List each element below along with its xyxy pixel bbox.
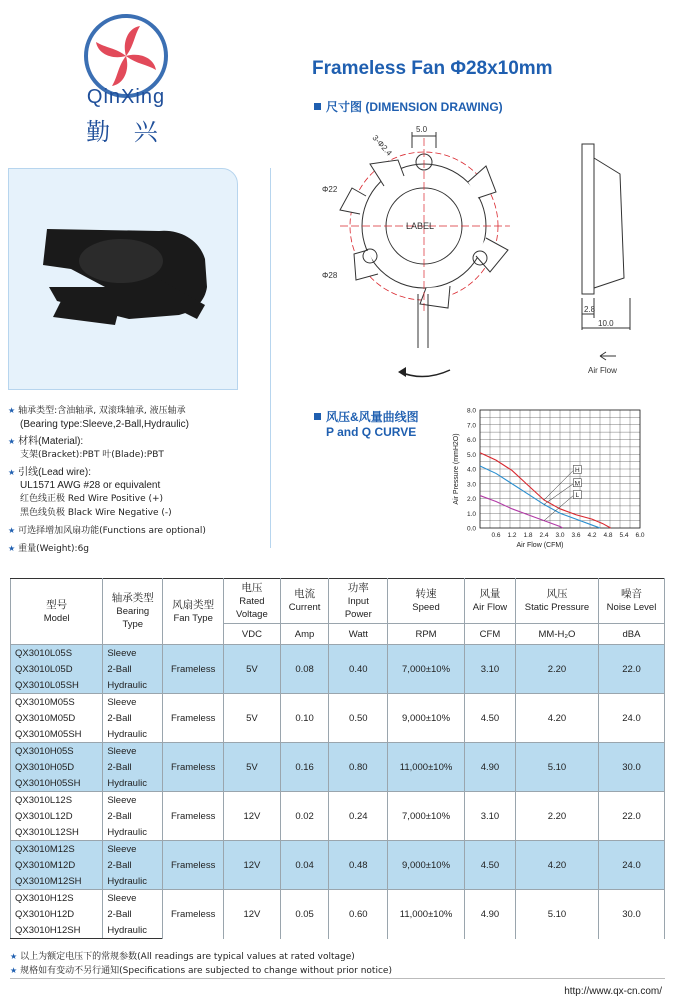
header-cn: 电压 xyxy=(241,581,263,594)
y-tick-label: 0.0 xyxy=(466,525,476,533)
y-tick-label: 5.0 xyxy=(466,451,476,459)
curve-heading-en: P and Q CURVE xyxy=(326,425,417,439)
model-cell: QX3010M12D xyxy=(11,857,103,873)
bearing-cell: Hydraulic xyxy=(103,824,163,841)
footnote-1: ★ 以上为额定电压下的常规参数(All readings are typical values at rated voltage) xyxy=(10,952,355,962)
power-cell: 0.50 xyxy=(329,694,388,743)
table-header-cell xyxy=(515,579,598,624)
star-bullet-icon: ★ xyxy=(10,952,18,961)
table-header-cell xyxy=(329,579,388,624)
airflow-cell: 4.90 xyxy=(464,890,515,939)
bearing-cell: Hydraulic xyxy=(103,922,163,939)
spec-material: ★ 材料(Material): 支架(Bracket):PBT 叶(Blade):PBT xyxy=(8,436,164,460)
header-en: Fan Type xyxy=(173,612,213,624)
dim-label-text: LABEL xyxy=(406,221,435,231)
x-tick-label: 4.2 xyxy=(587,532,597,539)
power-cell: 0.24 xyxy=(329,792,388,841)
noise-cell: 22.0 xyxy=(598,792,664,841)
noise-cell: 22.0 xyxy=(598,645,664,694)
spec-table xyxy=(10,578,665,939)
y-tick-label: 2.0 xyxy=(466,496,476,503)
series-line-h xyxy=(480,453,611,528)
curve-heading-cn: 风压&风量曲线图 xyxy=(326,410,419,424)
unit-cell: CFM xyxy=(464,624,515,645)
header-en: Speed xyxy=(412,602,440,613)
header-cn: 风量 xyxy=(479,588,501,600)
noise-cell: 30.0 xyxy=(598,890,664,939)
current-cell: 0.08 xyxy=(280,645,329,694)
model-cell: QX3010L12S xyxy=(11,792,103,809)
model-cell: QX3010M05S xyxy=(11,694,103,711)
pressure-cell: 4.20 xyxy=(515,694,598,743)
header-en: Static Pressure xyxy=(524,602,590,613)
model-cell: QX3010M12SH xyxy=(11,873,103,890)
footnotes xyxy=(10,950,392,978)
series-label: L xyxy=(575,492,580,500)
x-tick-label: 0.6 xyxy=(491,532,501,539)
bearing-cell: Sleeve xyxy=(103,743,163,760)
table-header-cell xyxy=(163,579,224,645)
dim-width-10: 10.0 xyxy=(598,319,614,328)
noise-cell: 24.0 xyxy=(598,694,664,743)
unit-cell: VDC xyxy=(224,624,281,645)
bearing-cell: Hydraulic xyxy=(103,775,163,792)
series-line-l xyxy=(480,496,563,528)
airflow-cell: 4.90 xyxy=(464,743,515,792)
unit-cell: MM-H₂O xyxy=(515,624,598,645)
fan-type-cell: Frameless xyxy=(163,890,224,939)
power-cell: 0.80 xyxy=(329,743,388,792)
bearing-cell: 2-Ball xyxy=(103,808,163,824)
bearing-cell: 2-Ball xyxy=(103,857,163,873)
bottom-divider xyxy=(10,978,665,979)
bearing-cell: Sleeve xyxy=(103,792,163,809)
x-tick-label: 1.2 xyxy=(507,532,517,539)
airflow-cell: 4.50 xyxy=(464,841,515,890)
model-cell: QX3010H05SH xyxy=(11,775,103,792)
dim-dia22-label: Φ22 xyxy=(322,185,338,194)
spec-lead-wire: ★ 引线(Lead wire): UL1571 AWG #28 or equivalent 红色线正极 Red Wire Positive (+) 黑色线负极 Black Wire Negative (-) xyxy=(8,467,172,518)
bearing-cell: Sleeve xyxy=(103,645,163,662)
dim-width-2-8: 2.8 xyxy=(584,305,596,314)
speed-cell: 9,000±10% xyxy=(388,841,465,890)
airflow-label: Air Flow xyxy=(588,366,617,375)
table-row xyxy=(11,694,665,711)
fan-type-cell: Frameless xyxy=(163,743,224,792)
bearing-cell: Sleeve xyxy=(103,890,163,907)
pressure-cell: 5.10 xyxy=(515,743,598,792)
power-cell: 0.40 xyxy=(329,645,388,694)
current-cell: 0.10 xyxy=(280,694,329,743)
table-row xyxy=(11,890,665,907)
series-leader-line xyxy=(544,484,573,505)
y-tick-label: 8.0 xyxy=(466,407,476,415)
table-row xyxy=(11,792,665,809)
curve-heading xyxy=(314,410,419,440)
spec-bearing: ★ 轴承类型:含油轴承, 双滚珠轴承, 液压轴承 (Bearing type:Sleeve,2-Ball,Hydraulic) xyxy=(8,406,189,430)
table-header-cell xyxy=(280,579,329,624)
x-tick-label: 5.4 xyxy=(619,532,629,539)
table-header-cell xyxy=(598,579,664,624)
dim-holes-label: 3-Φ2.4 xyxy=(370,133,394,158)
table-row xyxy=(11,743,665,760)
header-cn: 噪音 xyxy=(620,588,642,600)
bearing-cell: 2-Ball xyxy=(103,710,163,726)
model-cell: QX3010L05D xyxy=(11,661,103,677)
product-photo-panel xyxy=(8,168,238,390)
y-tick-label: 7.0 xyxy=(466,422,476,430)
model-cell: QX3010M12S xyxy=(11,841,103,858)
fan-type-cell: Frameless xyxy=(163,841,224,890)
table-header-row xyxy=(11,579,665,624)
dimension-heading-text: 尺寸图 (DIMENSION DRAWING) xyxy=(326,100,503,114)
footnote-2: ★ 规格如有变动不另行通知(Specifications are subjected to change without prior notice) xyxy=(10,966,392,976)
rotation-arrow-icon xyxy=(398,367,406,377)
header-cn: 风压 xyxy=(546,588,568,600)
header-cn: 功率 xyxy=(347,581,369,594)
x-tick-label: 6.0 xyxy=(635,532,645,539)
model-cell: QX3010H12S xyxy=(11,890,103,907)
star-bullet-icon: ★ xyxy=(8,544,16,553)
header-cn: 风扇类型 xyxy=(172,598,215,611)
pressure-cell: 5.10 xyxy=(515,890,598,939)
x-tick-label: 4.8 xyxy=(603,532,613,539)
noise-cell: 30.0 xyxy=(598,743,664,792)
speed-cell: 7,000±10% xyxy=(388,645,465,694)
dim-dia28-label: Φ28 xyxy=(322,271,338,280)
header-en: Noise Level xyxy=(606,602,657,613)
x-tick-label: 2.4 xyxy=(539,532,549,539)
bearing-cell: Sleeve xyxy=(103,694,163,711)
header-cn: 电流 xyxy=(294,588,316,600)
fan-type-cell: Frameless xyxy=(163,645,224,694)
model-cell: QX3010H12D xyxy=(11,906,103,922)
unit-cell: dBA xyxy=(598,624,664,645)
power-cell: 0.60 xyxy=(329,890,388,939)
speed-cell: 9,000±10% xyxy=(388,694,465,743)
fan-logo-icon xyxy=(88,18,164,94)
header-en: Air Flow xyxy=(472,602,508,613)
voltage-cell: 12V xyxy=(224,841,281,890)
model-cell: QX3010L05SH xyxy=(11,677,103,694)
table-header-cell xyxy=(388,579,465,624)
bearing-cell: Hydraulic xyxy=(103,726,163,743)
dim-pitch-label: 5.0 xyxy=(416,125,428,134)
y-axis-label: Air Pressure (mmH2O) xyxy=(453,433,460,505)
bearing-cell: Hydraulic xyxy=(103,677,163,694)
table-row xyxy=(11,841,665,858)
x-tick-label: 3.0 xyxy=(555,532,565,539)
star-bullet-icon: ★ xyxy=(8,468,16,477)
website-url: http://www.qx-cn.com/ xyxy=(564,986,662,997)
star-bullet-icon: ★ xyxy=(10,966,18,975)
speed-cell: 11,000±10% xyxy=(388,743,465,792)
fan-type-cell: Frameless xyxy=(163,792,224,841)
model-cell: QX3010H12SH xyxy=(11,922,103,939)
dimension-heading xyxy=(314,98,503,115)
spec-weight: ★ 重量(Weight):6g xyxy=(8,544,90,554)
unit-cell: Amp xyxy=(280,624,329,645)
voltage-cell: 12V xyxy=(224,792,281,841)
star-bullet-icon: ★ xyxy=(8,526,16,535)
header-cn: 转速 xyxy=(415,588,437,600)
current-cell: 0.02 xyxy=(280,792,329,841)
spec-list xyxy=(8,404,268,560)
brand-name-en: QinXing xyxy=(86,86,166,108)
brand-name-cn: 勤 兴 xyxy=(86,118,166,146)
speed-cell: 7,000±10% xyxy=(388,792,465,841)
pressure-cell: 4.20 xyxy=(515,841,598,890)
y-tick-label: 3.0 xyxy=(466,481,476,489)
header-en: Rated Voltage xyxy=(236,595,268,620)
table-header-cell xyxy=(464,579,515,624)
voltage-cell: 5V xyxy=(224,645,281,694)
star-bullet-icon: ★ xyxy=(8,406,16,415)
unit-cell: RPM xyxy=(388,624,465,645)
spec-functions: ★ 可选择增加风扇功能(Functions are optional) xyxy=(8,526,206,536)
current-cell: 0.16 xyxy=(280,743,329,792)
bearing-cell: 2-Ball xyxy=(103,906,163,922)
x-axis-label: Air Flow (CFM) xyxy=(516,542,564,549)
pq-curve-chart xyxy=(446,402,650,560)
bullet-square-icon xyxy=(314,413,321,420)
bearing-cell: Sleeve xyxy=(103,841,163,858)
header-cn: 型号 xyxy=(46,598,68,611)
header-en: Model xyxy=(43,612,70,624)
y-tick-label: 1.0 xyxy=(466,510,476,518)
header-en: Current xyxy=(288,602,321,613)
model-cell: QX3010L12SH xyxy=(11,824,103,841)
series-leader-line xyxy=(544,470,573,500)
table-header-cell xyxy=(103,579,163,645)
table-row xyxy=(11,645,665,662)
airflow-cell: 3.10 xyxy=(464,792,515,841)
unit-cell: Watt xyxy=(329,624,388,645)
voltage-cell: 12V xyxy=(224,890,281,939)
bearing-cell: 2-Ball xyxy=(103,759,163,775)
header-cn: 轴承类型 xyxy=(111,592,154,604)
star-bullet-icon: ★ xyxy=(8,437,16,446)
fan-type-cell: Frameless xyxy=(163,694,224,743)
header-en: Input Power xyxy=(344,595,372,620)
model-cell: QX3010L05S xyxy=(11,645,103,662)
speed-cell: 11,000±10% xyxy=(388,890,465,939)
voltage-cell: 5V xyxy=(224,743,281,792)
model-cell: QX3010M05D xyxy=(11,710,103,726)
dimension-drawing xyxy=(300,118,660,388)
series-label: H xyxy=(574,466,580,474)
noise-cell: 24.0 xyxy=(598,841,664,890)
product-photo xyxy=(9,169,237,389)
model-cell: QX3010L12D xyxy=(11,808,103,824)
pressure-cell: 2.20 xyxy=(515,792,598,841)
power-cell: 0.48 xyxy=(329,841,388,890)
voltage-cell: 5V xyxy=(224,694,281,743)
y-tick-label: 4.0 xyxy=(466,466,476,474)
table-header-cell xyxy=(11,579,103,645)
series-label: M xyxy=(574,480,581,488)
model-cell: QX3010H05D xyxy=(11,759,103,775)
airflow-cell: 4.50 xyxy=(464,694,515,743)
model-cell: QX3010M05SH xyxy=(11,726,103,743)
bearing-cell: Hydraulic xyxy=(103,873,163,890)
x-tick-label: 1.8 xyxy=(523,532,533,539)
pressure-cell: 2.20 xyxy=(515,645,598,694)
airflow-cell: 3.10 xyxy=(464,645,515,694)
bullet-square-icon xyxy=(314,103,321,110)
bearing-cell: 2-Ball xyxy=(103,661,163,677)
current-cell: 0.04 xyxy=(280,841,329,890)
current-cell: 0.05 xyxy=(280,890,329,939)
table-header-cell xyxy=(224,579,281,624)
page-title: Frameless Fan Φ28x10mm xyxy=(312,58,553,79)
header-en: Bearing Type xyxy=(116,606,150,630)
x-tick-label: 3.6 xyxy=(571,532,581,539)
y-tick-label: 6.0 xyxy=(466,437,476,444)
model-cell: QX3010H05S xyxy=(11,743,103,760)
